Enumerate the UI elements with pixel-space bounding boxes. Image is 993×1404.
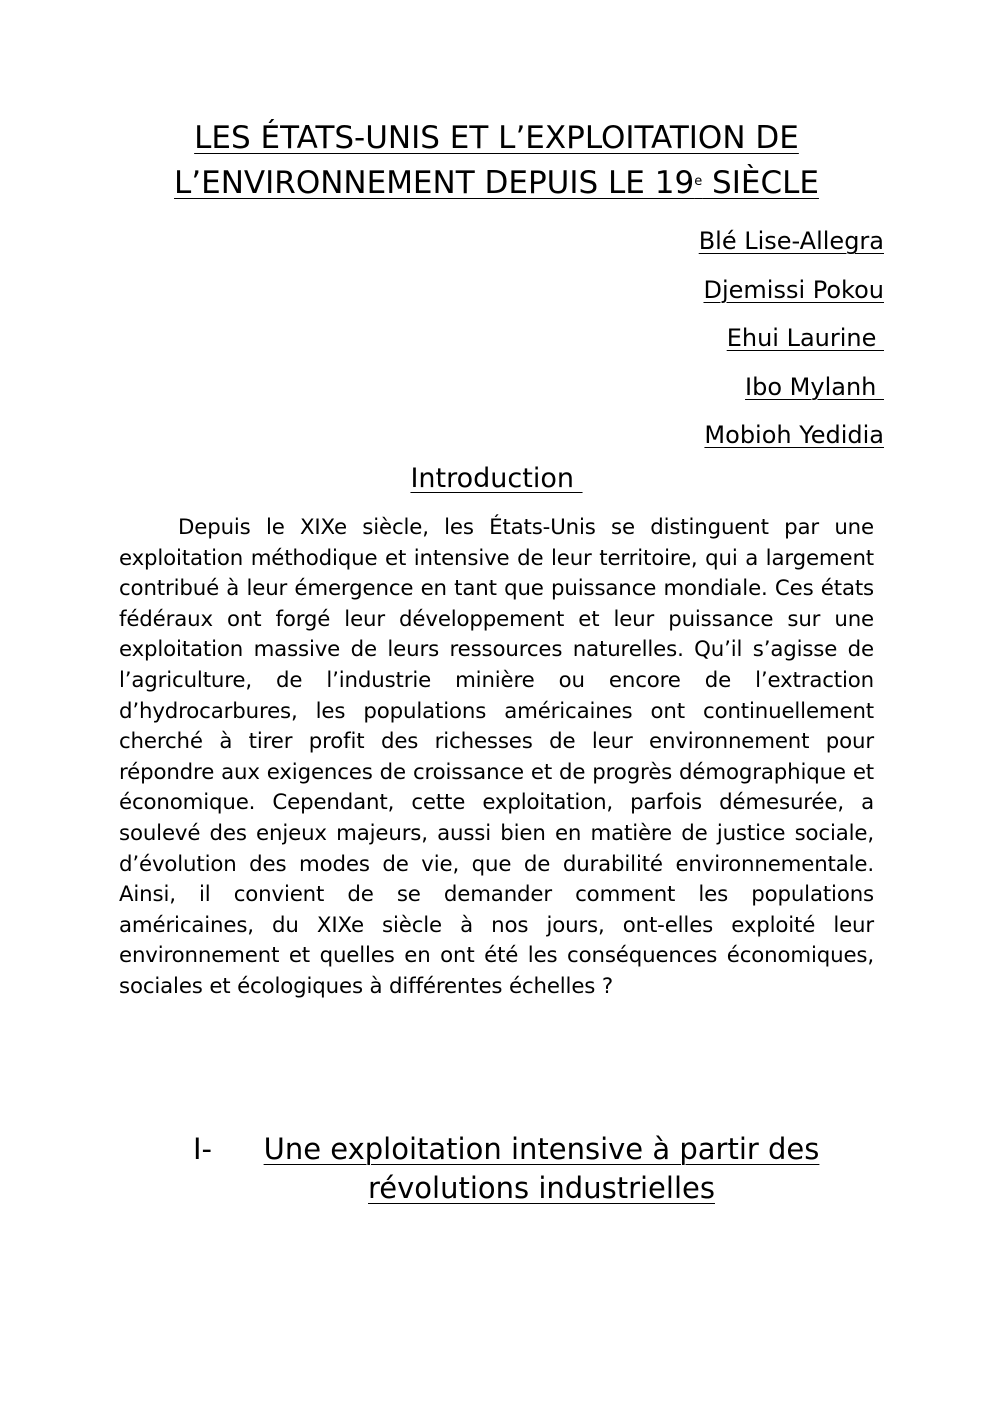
section-number: I- (193, 1132, 213, 1166)
author-name: Mobioh Yedidia (704, 421, 884, 449)
introduction-heading: Introduction (410, 463, 583, 494)
author-name: Blé Lise-Allegra (698, 227, 884, 255)
author-list (699, 217, 884, 460)
introduction-paragraph: Depuis le XIXe siècle, les États-Unis se distinguent par une exploitation méthodique et intensive de leur territoire, qui a largement contribué à leur émergence en tant que puissance mondiale. Ces états fédéraux ont forgé leur développement et leur puissance sur une exploitation massive de leurs ressources naturelles. Qu’il s’agisse de l’agriculture, de l’industrie minière ou encore de l’extraction d’hydrocarbures, les populations américaines ont continuellement cherché à tirer profit des richesses de leur environnement pour répondre aux exigences de croissance et de progrès démographique et économique. Cependant, cette exploitation, parfois démesurée, a soulevé des enjeux majeurs, aussi bien en matière de justice sociale, d’évolution des modes de vie, que de durabilité environnementale. Ainsi, il convient de se demander comment les populations américaines, du XIXe siècle à nos jours, ont-elles exploité leur environnement et quelles en ont été les conséquences économiques, sociales et écologiques à différentes échelles ? (119, 515, 874, 999)
document-title (100, 116, 893, 206)
title-line-2-suffix: SIÈCLE (702, 165, 819, 201)
author-name: Ibo Mylanh (745, 372, 884, 401)
title-superscript: e (694, 174, 703, 189)
title-line-2-prefix: L’ENVIRONNEMENT DEPUIS LE 19 (174, 165, 695, 201)
author-name: Djemissi Pokou (703, 275, 884, 304)
section-title: Une exploitation intensive à partir des révolutions industrielles (263, 1132, 820, 1205)
title-line-1: LES ÉTATS-UNIS ET L’EXPLOITATION DE (194, 120, 799, 156)
author-name: Ehui Laurine (726, 324, 884, 352)
